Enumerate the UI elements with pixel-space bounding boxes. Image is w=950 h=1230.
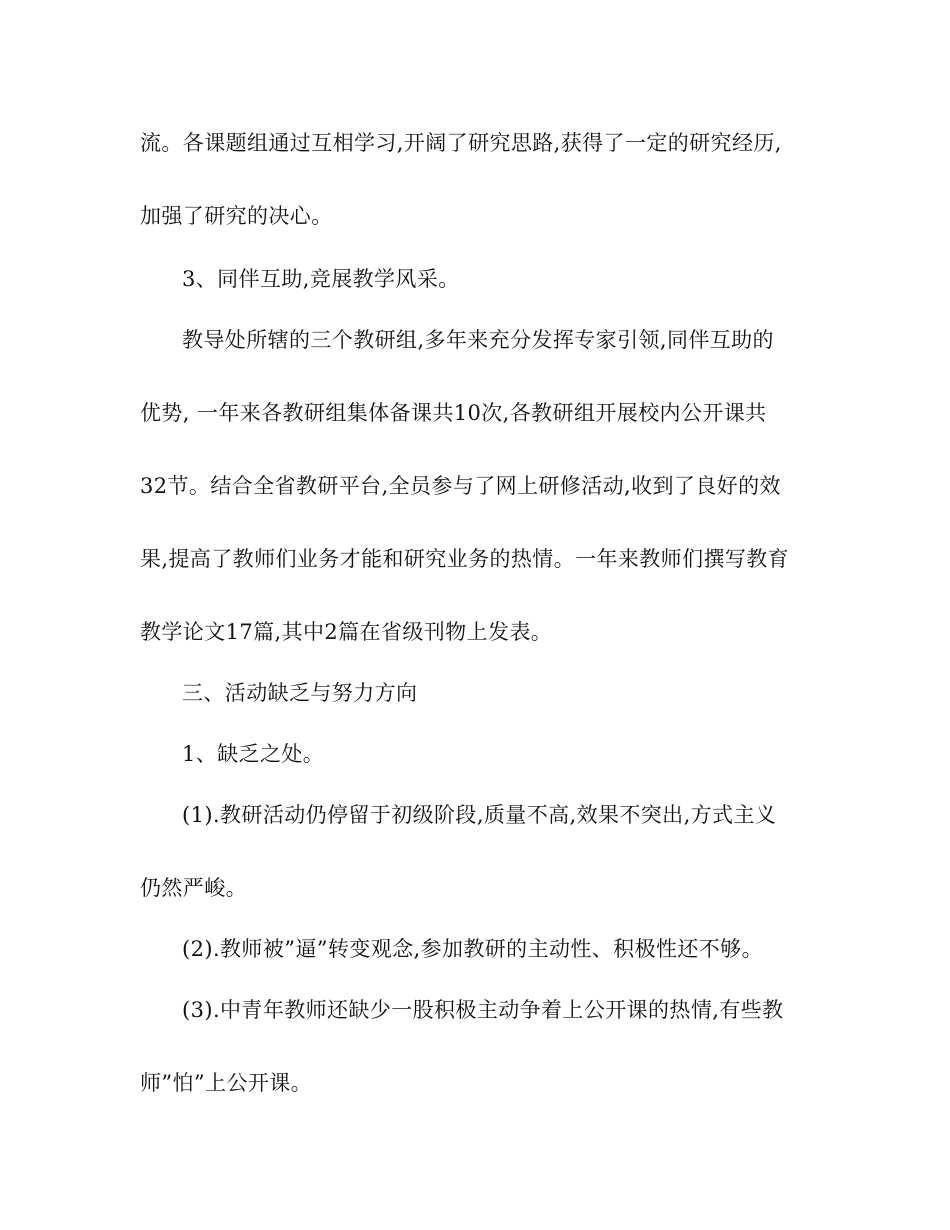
text-line: 师”怕”上公开课。	[140, 1071, 313, 1095]
text-line: 32节。结合全省教研平台,全员参与了网上研修活动,收到了良好的效	[140, 474, 781, 498]
text-line: (3).中青年教师还缺少一股积极主动争着上公开课的热情,有些教	[182, 998, 784, 1022]
subheading: 3、同伴互助,竞展教学风采。	[182, 267, 460, 291]
text-line: 优势, 一年来各教研组集体备课共10次,各教研组开展校内公开课共	[140, 401, 767, 425]
text-line: 果,提高了教师们业务才能和研究业务的热情。一年来教师们撰写教育	[140, 547, 790, 571]
section-heading: 三、活动缺乏与努力方向	[182, 681, 418, 705]
text-line: (1).教研活动仍停留于初级阶段,质量不高,效果不突出,方式主义	[182, 803, 777, 827]
text-line: 加强了研究的决心。	[140, 204, 333, 228]
text-line: (2).教师被”逼”转变观念,参加教研的主动性、积极性还不够。	[182, 937, 763, 961]
text-line: 教导处所辖的三个教研组,多年来充分发挥专家引领,同伴互助的	[182, 328, 774, 352]
text-line: 仍然严峻。	[140, 876, 247, 900]
text-line: 流。各课题组通过互相学习,开阔了研究思路,获得了一定的研究经历,	[140, 131, 782, 155]
text-line: 教学论文17篇,其中2篇在省级刊物上发表。	[140, 620, 553, 644]
subheading: 1、缺乏之处。	[182, 742, 325, 766]
